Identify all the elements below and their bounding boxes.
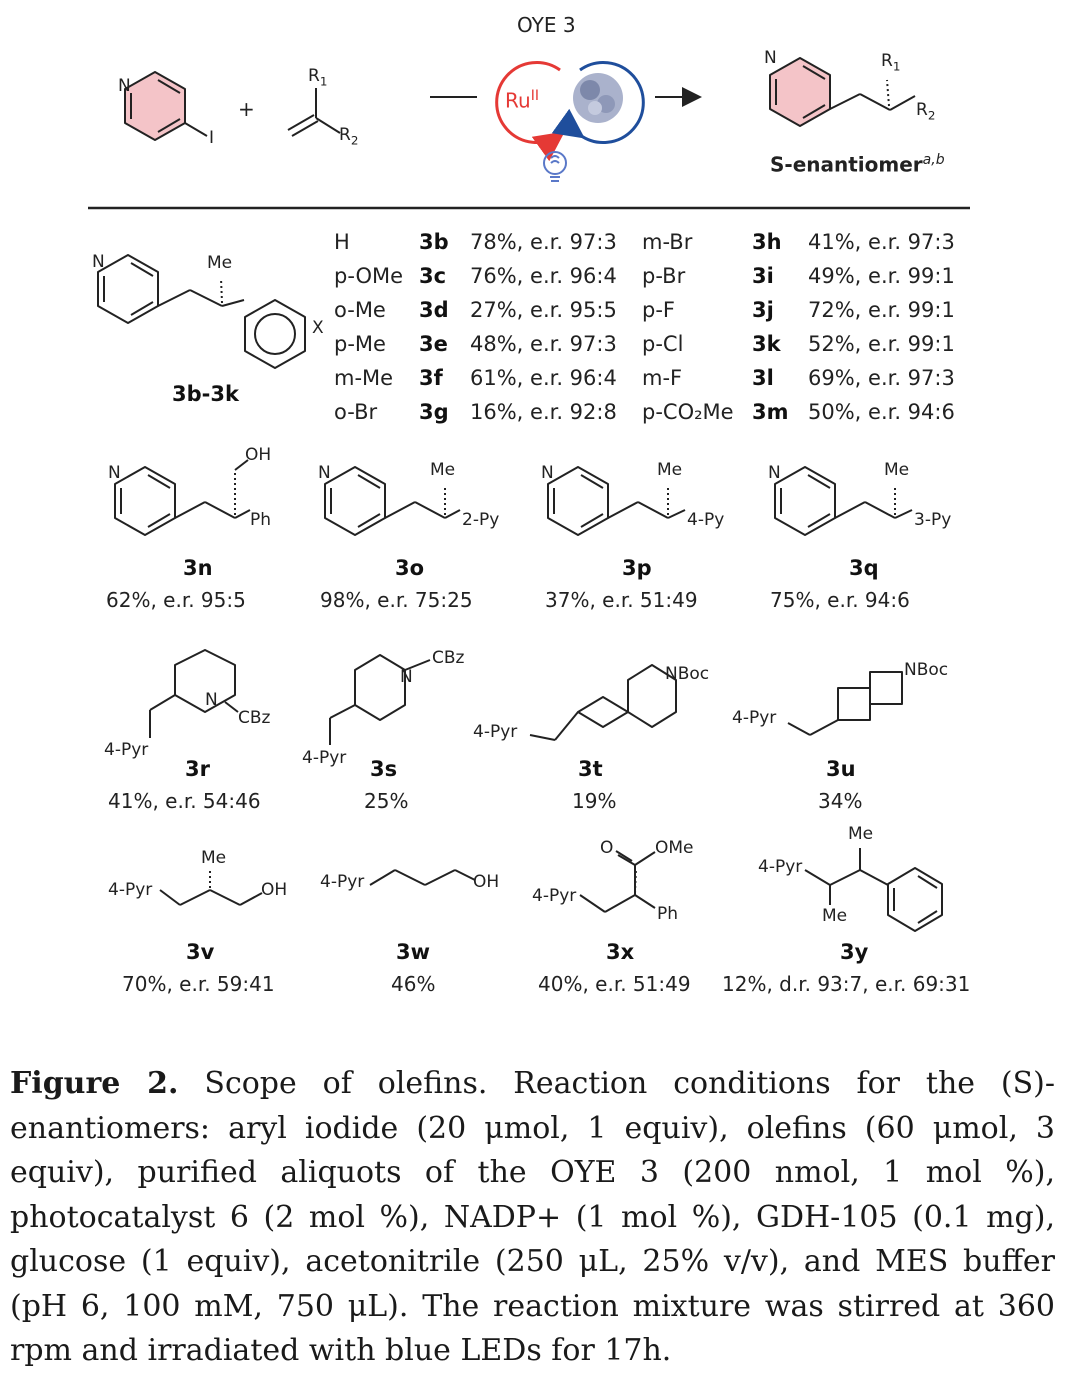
- table-cell: p-Me: [334, 332, 386, 356]
- table-cell: 16%, e.r. 92:8: [470, 400, 617, 424]
- table-cell: 48%, e.r. 97:3: [470, 332, 617, 356]
- atom-iodine: I: [209, 128, 215, 148]
- atom-label: 4-Pyr: [104, 740, 149, 760]
- atom-n: N: [108, 463, 121, 483]
- compound-id: 3y: [840, 940, 869, 964]
- atom-n: N: [541, 463, 554, 483]
- table-cell: 3e: [419, 332, 448, 356]
- atom-me: Me: [207, 253, 233, 273]
- atom-label: 4-Pyr: [473, 722, 518, 742]
- atom-label: OH: [473, 872, 500, 892]
- atom-label: 4-Pyr: [320, 872, 365, 892]
- table-cell: 3i: [752, 264, 774, 288]
- series-label: 3b-3k: [172, 382, 239, 406]
- compound-id: 3n: [183, 556, 213, 580]
- enzyme-label: OYE 3: [517, 13, 576, 37]
- table-cell: 3j: [752, 298, 774, 322]
- compound-id: 3w: [396, 940, 431, 964]
- structure-3t: [530, 665, 676, 740]
- atom-label: N: [400, 667, 413, 687]
- atom-label: 4-Pyr: [108, 880, 153, 900]
- compound-result: 12%, d.r. 93:7, e.r. 69:31: [722, 972, 971, 996]
- product-label: S-enantiomer$^{a,b}$: [770, 152, 945, 177]
- atom-label: NBoc: [665, 664, 710, 684]
- table-cell: 3k: [752, 332, 781, 356]
- compound-result: 37%, e.r. 51:49: [545, 588, 698, 612]
- atom-n: N: [768, 463, 781, 483]
- table-cell: m-F: [642, 366, 683, 390]
- figure-caption: [10, 1062, 1055, 1374]
- table-cell: 78%, e.r. 97:3: [470, 230, 617, 254]
- table-cell: 3b: [419, 230, 449, 254]
- table-cell: p-Br: [642, 264, 686, 288]
- figure-number: Figure 2.: [10, 1066, 179, 1101]
- compound-result: 98%, e.r. 75:25: [320, 588, 473, 612]
- compound-result: 75%, e.r. 94:6: [770, 588, 910, 612]
- atom-label: 2-Py: [462, 510, 500, 530]
- table-cell: m-Me: [334, 366, 394, 390]
- atom-label: OH: [245, 445, 272, 465]
- table-cell: 50%, e.r. 94:6: [808, 400, 955, 424]
- table-cell: 52%, e.r. 99:1: [808, 332, 955, 356]
- iodopyridine-structure: [125, 72, 207, 140]
- compound-result: 41%, e.r. 54:46: [108, 789, 261, 813]
- table-cell: 61%, e.r. 96:4: [470, 366, 617, 390]
- table-cell: 3c: [419, 264, 447, 288]
- compound-id: 3v: [186, 940, 215, 964]
- table-cell: o-Me: [334, 298, 386, 322]
- atom-label: Me: [884, 460, 910, 480]
- atom-x: X: [312, 318, 324, 338]
- compound-result: 46%: [391, 972, 436, 996]
- atom-label: O: [600, 838, 614, 858]
- enzyme-icon: [573, 73, 623, 123]
- structure-3u: [788, 672, 902, 735]
- compound-id: 3o: [395, 556, 425, 580]
- atom-label: Ph: [250, 510, 272, 530]
- plus-sign: +: [238, 97, 255, 121]
- compound-id: 3s: [370, 757, 398, 781]
- compound-id: 3x: [606, 940, 635, 964]
- atom-label: 4-Pyr: [532, 886, 577, 906]
- table-cell: 49%, e.r. 99:1: [808, 264, 955, 288]
- compound-id: 3p: [622, 556, 652, 580]
- table-cell: 27%, e.r. 95:5: [470, 298, 617, 322]
- atom-label: NBoc: [904, 660, 949, 680]
- atom-n: N: [118, 76, 131, 96]
- compound-result: 25%: [364, 789, 409, 813]
- structure-3s: [330, 655, 430, 745]
- compound-result: 40%, e.r. 51:49: [538, 972, 691, 996]
- atom-label: Ph: [657, 904, 679, 924]
- structure-3w: [370, 870, 475, 885]
- compound-id: 3t: [578, 757, 603, 781]
- atom-label: 4-Pyr: [732, 708, 777, 728]
- table-cell: p-OMe: [334, 264, 404, 288]
- catalyst-label: $Ru^{II}$: [505, 88, 539, 113]
- table-cell: 3m: [752, 400, 789, 424]
- compound-result: 19%: [572, 789, 617, 813]
- atom-label: 4-Pyr: [758, 857, 803, 877]
- table-cell: 3d: [419, 298, 449, 322]
- table-cell: 3f: [419, 366, 443, 390]
- caption-text: Scope of olefins. Reaction conditions for the (S)-enantiomers: aryl iodide (20 μmol, 1 equiv), olefins (60 μmol, 3 equiv), purified aliquots of the OYE 3 (200 nmol, 1 mol %), photocatalyst 6 (2 mol %), NADP+ (1 mol %), GDH-105 (0.1 mg), glucose (1 equiv), acetonitrile (250 μL, 25% v/v), and MES buffer (pH 6, 100 mM, 750 μL). The reaction mixture was stirred at 360 rpm and irradiated with blue LEDs for 17h.: [10, 1066, 1056, 1368]
- atom-r1: $R_1$: [308, 66, 328, 89]
- compound-result: 34%: [818, 789, 863, 813]
- product-atom-n: N: [764, 48, 777, 68]
- atom-label: 4-Py: [687, 510, 725, 530]
- atom-label: N: [205, 690, 218, 710]
- table-cell: 3g: [419, 400, 449, 424]
- atom-label: CBz: [432, 648, 465, 668]
- structure-3r: [150, 650, 238, 738]
- table-cell: 72%, e.r. 99:1: [808, 298, 955, 322]
- table-cell: 3h: [752, 230, 782, 254]
- atom-label: Me: [848, 824, 874, 844]
- structure-3n: [115, 460, 250, 535]
- table-cell: p-CO₂Me: [642, 400, 734, 424]
- atom-label: Me: [201, 848, 227, 868]
- product-atom-r1: $R_1$: [881, 51, 901, 74]
- compound-id: 3r: [185, 757, 210, 781]
- atom-label: Me: [657, 460, 683, 480]
- atom-n: N: [92, 252, 105, 272]
- table-cell: 69%, e.r. 97:3: [808, 366, 955, 390]
- atom-label: 3-Py: [914, 510, 952, 530]
- structure-3x: [580, 851, 655, 912]
- table-cell: m-Br: [642, 230, 693, 254]
- atom-label: CBz: [238, 708, 271, 728]
- table-cell: 76%, e.r. 96:4: [470, 264, 617, 288]
- product-atom-r2: $R_2$: [916, 100, 936, 123]
- compound-id: 3q: [849, 556, 879, 580]
- atom-label: Me: [822, 906, 848, 926]
- compound-result: 62%, e.r. 95:5: [106, 588, 246, 612]
- atom-r2: $R_2$: [339, 125, 359, 148]
- atom-label: OMe: [655, 838, 694, 858]
- table-cell: 41%, e.r. 97:3: [808, 230, 955, 254]
- compound-id: 3u: [826, 757, 856, 781]
- table-cell: p-F: [642, 298, 675, 322]
- structure-3v: [160, 890, 262, 905]
- table-cell: o-Br: [334, 400, 378, 424]
- table-cell: 3l: [752, 366, 774, 390]
- atom-label: OH: [261, 880, 288, 900]
- atom-label: 4-Pyr: [302, 748, 347, 768]
- atom-n: N: [318, 463, 331, 483]
- table-cell: p-Cl: [642, 332, 684, 356]
- table-cell: H: [334, 230, 350, 254]
- alkene-structure: [288, 88, 340, 136]
- lightbulb-icon: [544, 152, 566, 181]
- compound-result: 70%, e.r. 59:41: [122, 972, 275, 996]
- atom-label: Me: [430, 460, 456, 480]
- structure-3b-3k: [98, 255, 305, 368]
